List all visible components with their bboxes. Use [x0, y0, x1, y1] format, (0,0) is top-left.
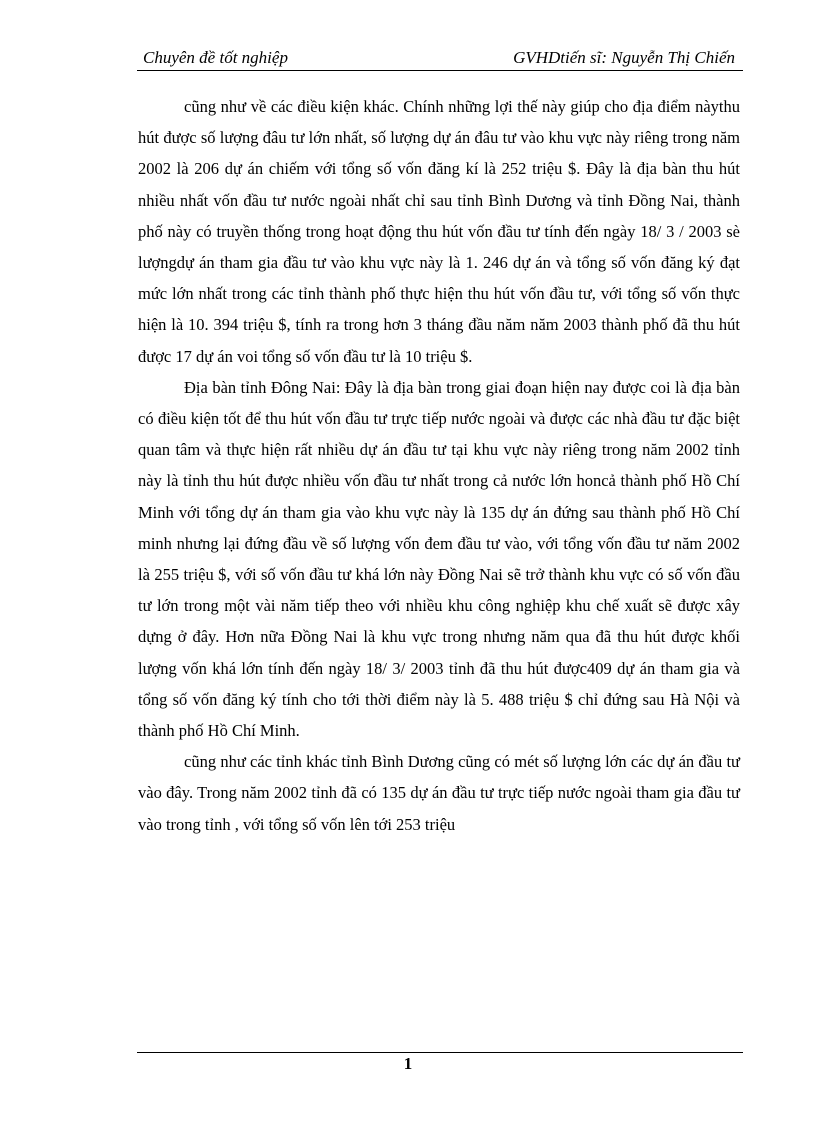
footer-divider	[137, 1052, 743, 1053]
document-body	[138, 91, 740, 840]
paragraph: cũng như về các điều kiện khác. Chính những lợi thế này giúp cho địa điểm nàythu hút được số lượng đâu tư lớn nhất, số lượng dự án đâu tư vào khu vực này riêng trong năm 2002 là 206 dự án chiếm với tổng số vốn đăng kí là 252 triệu $. Đây là địa bàn thu hút nhiều nhất vốn đầu tư nước ngoài nhất chỉ sau tỉnh Bình Dương và tỉnh Đồng Nai, thành phố này có truyền thống trong hoạt động thu hút vốn đầu tư tính đến ngày 18/ 3 / 2003 sè lượngdự án tham gia đầu tư vào khu vực này là 1. 246 dự án và tổng số vốn đăng ký đạt mức lớn nhất trong các tỉnh thành phố thực hiện thu hút vốn đầu tư, với tổng số vốn thực hiện là 10. 394 triệu $, tính ra trong hơn 3 tháng đầu năm năm 2003 thành phố đã thu hút được 17 dự án voi tổng số vốn đầu tư là 10 triệu $.	[138, 97, 740, 366]
header-document-title: Chuyên đề tốt nghiệp	[143, 48, 288, 67]
page-header	[137, 44, 743, 71]
paragraph: Địa bàn tỉnh Đông Nai: Đây là địa bàn trong giai đoạn hiện nay được coi là địa bàn có điều kiện tốt để thu hút vốn đầu tư trực tiếp nước ngoài và được các nhà đầu tư đặc biệt quan tâm và thực hiện rất nhiều dự án đầu tư tại khu vực này riêng trong năm 2002 tỉnh này là tỉnh thu hút được nhiều vốn đầu tư nhất trong cả nước lớn honcả thành phố Hồ Chí Minh với tổng dự án tham gia vào khu vực này là 135 dự án đứng sau thành phố Hồ Chí minh nhưng lại đứng đầu về số lượng vốn đem đầu tư vào, với tổng vốn đầu tư năm 2002 là 255 triệu $, với số vốn đầu tư khá lớn này Đồng Nai sẽ trở thành khu vực có số vốn đầu tư lớn trong một vài năm tiếp theo với nhiều khu công nghiệp khu chế xuất sẽ được xây dựng ở đây. Hơn nữa Đồng Nai là khu vực trong nhưng năm qua đã thu hút được khối lượng vốn khá lớn tính đến ngày 18/ 3/ 2003 tỉnh đã thu hút được409 dự án tham gia và tổng số vốn đăng ký tính cho tới thời điểm này là 5. 488 triệu $ chỉ đứng sau Hà Nội và thành phố Hồ Chí Minh.	[138, 377, 740, 741]
page-number: 1	[403, 1054, 413, 1073]
paragraph: cũng như các tỉnh khác tỉnh Bình Dương cũng có mét số lượng lớn các dự án đầu tư vào đây. Trong năm 2002 tỉnh đã có 135 dự án đầu tư trực tiếp nước ngoài tham gia đầu tư vào trong tỉnh , với tổng số vốn lên tới 253 triệu	[138, 752, 740, 834]
header-supervisor: GVHDtiến sĩ: Nguyễn Thị Chiến	[513, 48, 735, 67]
